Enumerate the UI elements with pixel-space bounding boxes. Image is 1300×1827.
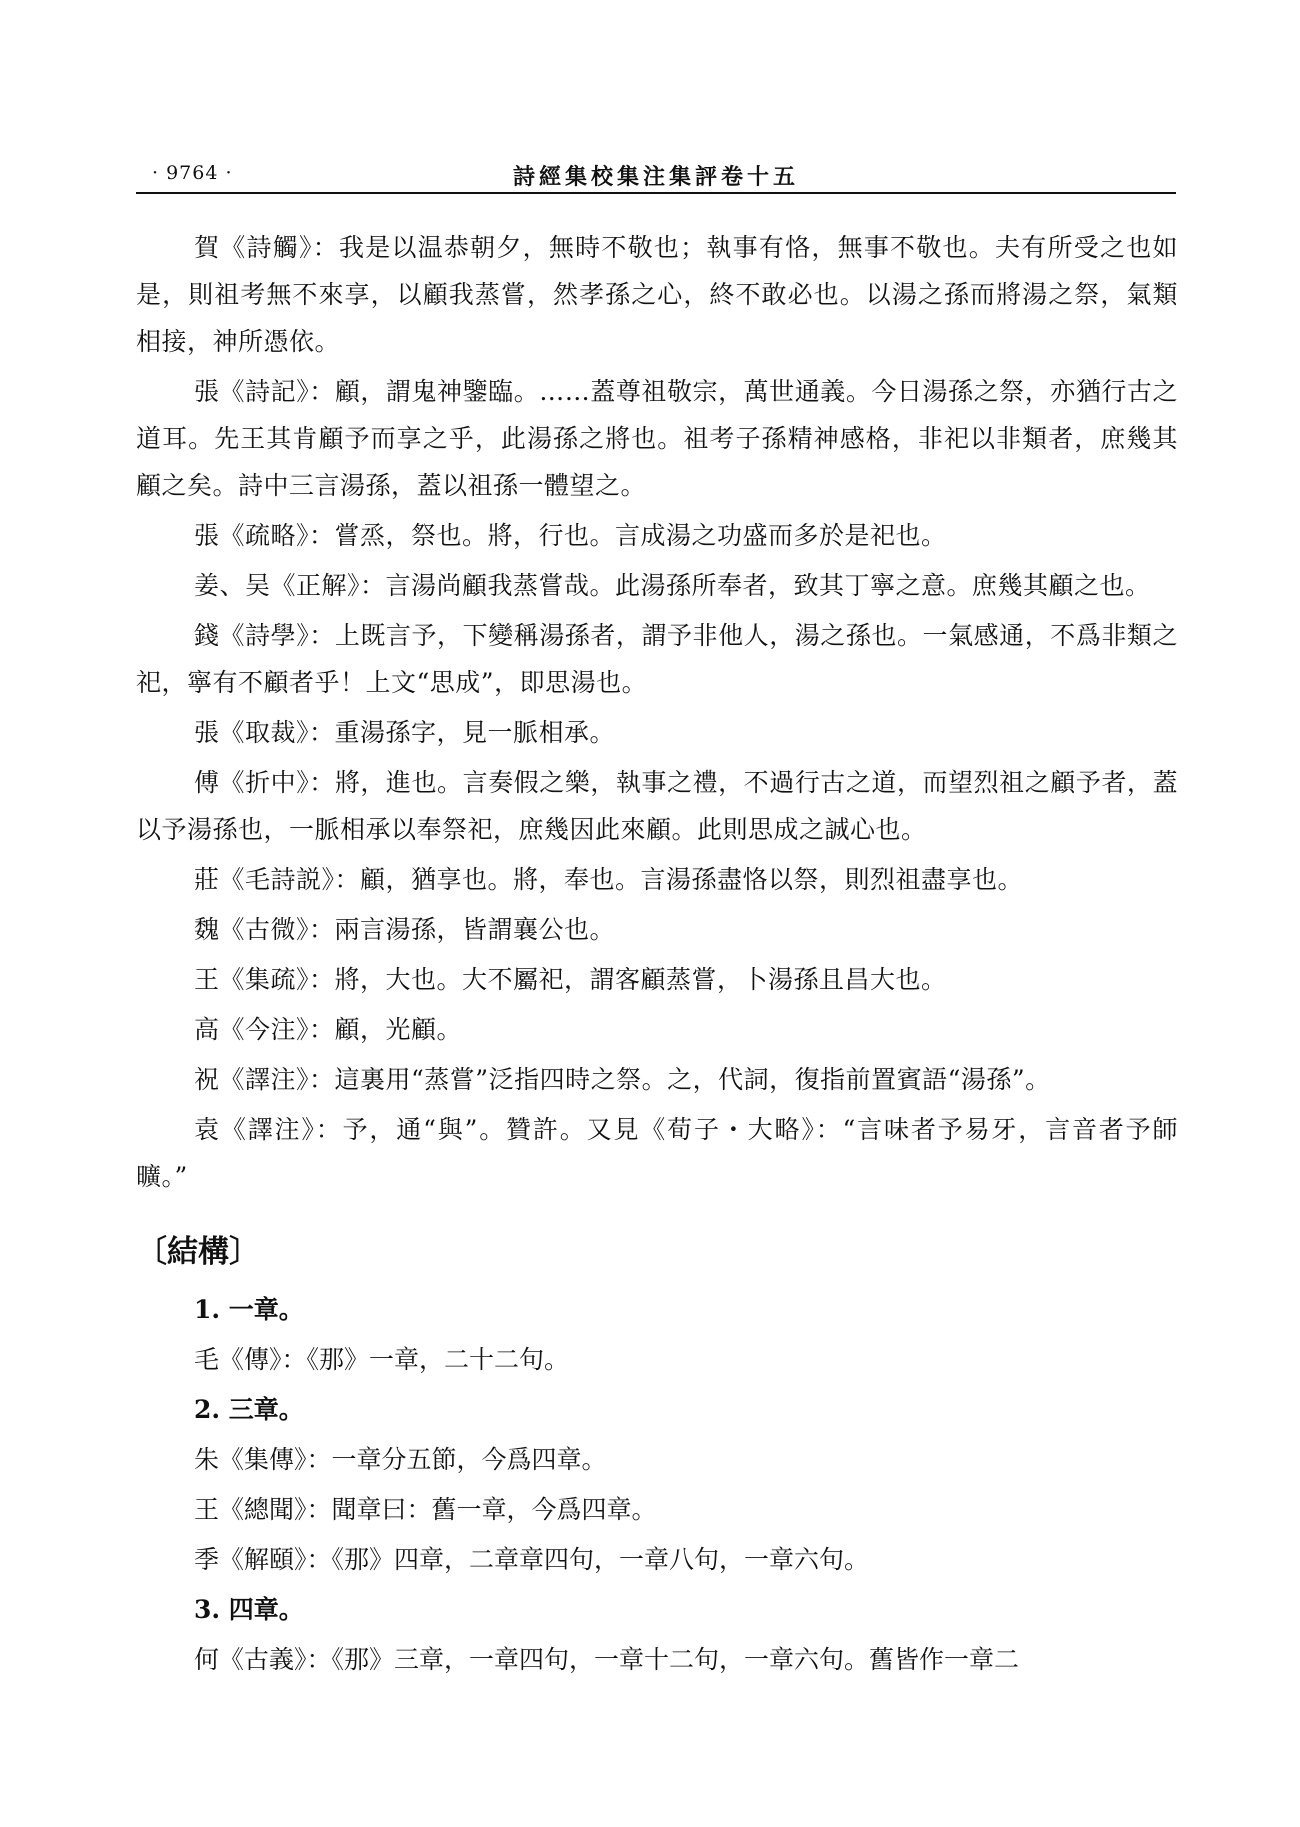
paragraph-fu-zhezhong: 傅《折中》：將，進也。言奏假之樂，執事之禮，不過行古之道，而望烈祖之顧予者，蓋以予湯孫也，一脈相承以奉祭祀，庶幾因此來顧。此則思成之誠心也。 [136, 768, 1178, 844]
paragraph-he-shichu: 賀《詩觸》：我是以温恭朝夕，無時不敬也；執事有恪，無事不敬也。夫有所受之也如是，則祖考無不來享，以顧我蒸嘗，然孝孫之心，終不敢必也。以湯之孫而將湯之祭，氣類相接，神所憑依。 [136, 233, 1178, 356]
paragraph-qian-shixue: 錢《詩學》：上既言予，下變稱湯孫者，謂予非他人，湯之孫也。一氣感通，不爲非類之祀，寧有不顧者乎！上文“思成”，即思湯也。 [136, 621, 1178, 697]
structure-item-2: 2. 三章。 [194, 1395, 304, 1424]
structure-item-1: 1. 一章。 [194, 1295, 304, 1324]
structure-citation: 朱《集傳》：一章分五節，今爲四章。 [194, 1445, 607, 1474]
running-title: 詩經集校集注集評卷十五 [512, 164, 799, 190]
paragraph-jiang-wu-zhengjie: 姜、吴《正解》：言湯尚顧我蒸嘗哉。此湯孫所奉者，致其丁寧之意。庶幾其顧之也。 [194, 571, 1151, 600]
paragraph-wang-jishu: 王《集疏》：將，大也。大不屬祀，謂客顧蒸嘗，卜湯孫且昌大也。 [194, 965, 947, 994]
page-body [136, 224, 1178, 1686]
paragraph-wei-guwei: 魏《古微》：兩言湯孫，皆謂襄公也。 [194, 915, 616, 944]
paragraph-zhang-shiji: 張《詩記》：顧，謂鬼神鑒臨。……蓋尊祖敬宗，萬世通義。今日湯孫之祭，亦猶行古之道耳。先王其肯顧予而享之乎，此湯孫之將也。祖考子孫精神感格，非祀以非類者，庶幾其顧之矣。詩中三言湯孫，蓋以祖孫一體望之。 [136, 377, 1178, 500]
paragraph-zhuang-maoshishuo: 莊《毛詩説》：顧，猶享也。將，奉也。言湯孫盡恪以祭，則烈祖盡享也。 [194, 865, 1024, 894]
paragraph-zhang-shulue: 張《疏略》：嘗烝，祭也。將，行也。言成湯之功盛而多於是祀也。 [194, 521, 947, 550]
page-header [136, 158, 1176, 194]
section-heading-structure: 〔結構〕 [136, 1234, 260, 1270]
paragraph-gao-jinzhu: 高《今注》：顧，光顧。 [194, 1015, 463, 1044]
structure-item-3: 3. 四章。 [194, 1595, 304, 1624]
structure-citation: 季《解頤》：《那》四章，二章章四句，一章八句，一章六句。 [194, 1545, 870, 1574]
structure-citation: 何《古義》：《那》三章，一章四句，一章十二句，一章六句。舊皆作一章二 [194, 1645, 1020, 1674]
structure-citation: 王《總聞》：聞章曰：舊一章，今爲四章。 [194, 1495, 657, 1524]
paragraph-zhu-yizhu: 祝《譯注》：這裏用“蒸嘗”泛指四時之祭。之，代詞，復指前置賓語“湯孫”。 [194, 1065, 1051, 1094]
paragraph-yuan-yizhu: 袁《譯注》：予，通“與”。贊許。又見《荀子・大略》：“言味者予易牙，言音者予師曠。” [136, 1115, 1178, 1191]
structure-citation: 毛《傳》：《那》一章，二十二句。 [194, 1345, 570, 1374]
paragraph-zhang-qucai: 張《取裁》：重湯孫字，見一脈相承。 [194, 718, 616, 747]
page-number: · 9764 · [152, 162, 233, 184]
